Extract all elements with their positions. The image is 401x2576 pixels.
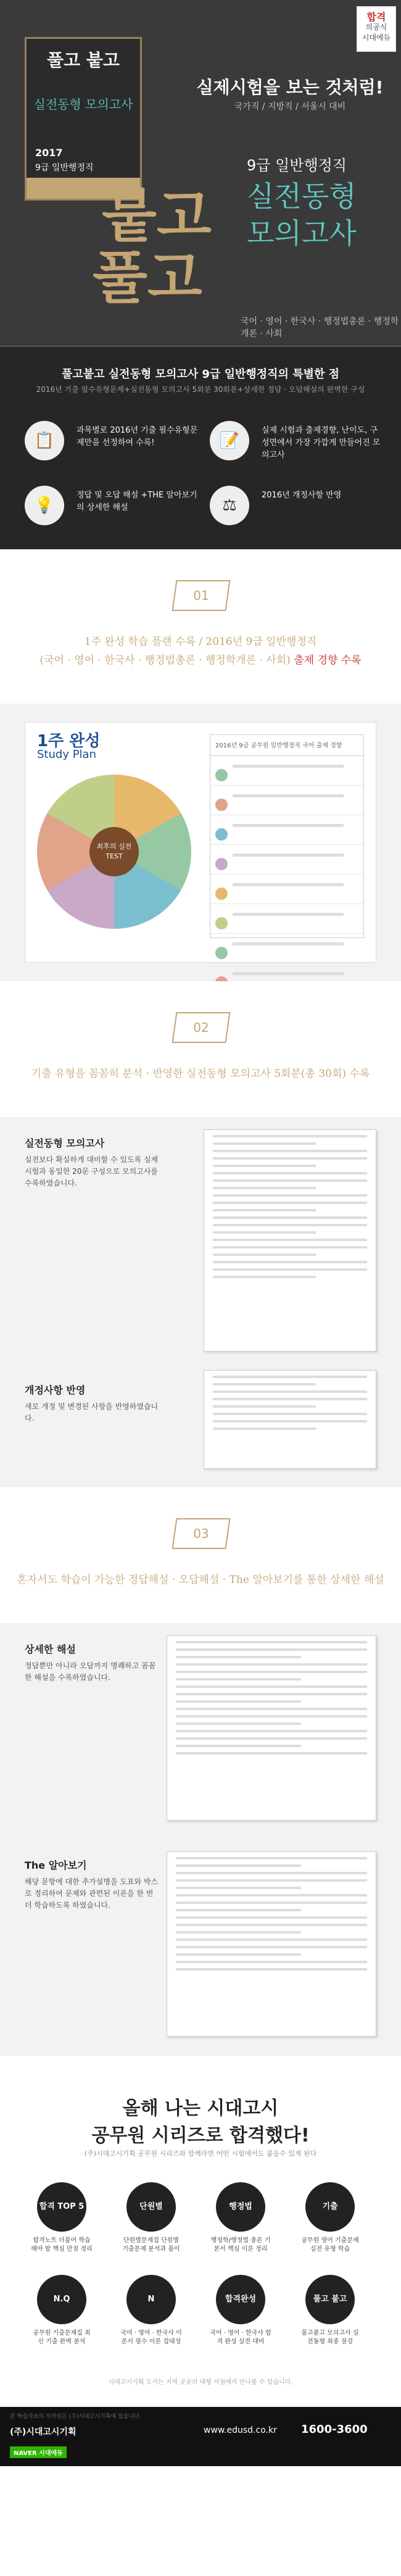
- footer-disclaimer: 본 학습자료의 저작권은 (주)시대고시기획에 있습니다.: [10, 2414, 141, 2420]
- book-icon: N.Q: [37, 2275, 86, 2324]
- book-subtitle: 실전동형 모의고사: [33, 97, 133, 112]
- revision-desc: 새로 개정 및 변경된 사항을 반영하였습니다.: [25, 1402, 159, 1423]
- section1-line2-text: (국어 · 영어 · 한국사 · 행정법총론 · 행정학개론 · 사회): [39, 654, 291, 667]
- the-heading: The 알아보기: [25, 1859, 87, 1871]
- series-item[interactable]: [31, 2275, 93, 2346]
- document-icon: 📝: [210, 421, 249, 460]
- footer-brand[interactable]: (주)시대고시기획: [10, 2427, 76, 2437]
- book-icon: 합격 TOP 5: [37, 2182, 86, 2232]
- hero-grade: 9급 일반행정직: [247, 157, 347, 174]
- table-row: [210, 854, 363, 875]
- section1-line1: 1주 완성 학습 플랜 수록 / 2016년 9급 일반행정직: [84, 636, 317, 648]
- book-cover: [25, 37, 142, 201]
- badge-title: 합격: [366, 11, 386, 23]
- feature-text: 과목별로 2016년 기출 필수유형문제만을 선정하여 수록!: [76, 426, 198, 447]
- table-row: [210, 883, 363, 904]
- hero-big-text-1: 붙고: [102, 183, 212, 249]
- section2-number: [172, 1012, 230, 1043]
- series-caption: 공무원 영어 기출문제 실전 유형 학습: [301, 2237, 359, 2253]
- hero-banner: [0, 0, 401, 346]
- solutions-section: [0, 1623, 401, 2055]
- book-icon: 단원별: [126, 2182, 176, 2232]
- feature-item: [25, 415, 197, 476]
- series-caption: 공무원 기출문제집 최신 기출 완벽 분석: [33, 2330, 91, 2345]
- book-icon: 합격완성: [216, 2275, 265, 2324]
- footer-url[interactable]: www.edusd.co.kr: [204, 2425, 277, 2435]
- table-row: [210, 794, 363, 815]
- section1-header: [0, 549, 401, 704]
- hero-mock-line2: 모의고사: [247, 217, 357, 250]
- study-plan-title: 1주 완성: [37, 732, 101, 750]
- section1-number: [172, 580, 230, 611]
- feature-item: [210, 415, 382, 476]
- section2-number-text: 02: [193, 1020, 209, 1035]
- book-icon: 기출: [305, 2182, 355, 2232]
- feature-text: 정답 및 오답 해설 +THE 알아보기의 상세한 해설: [76, 491, 197, 512]
- section3-number: [172, 1518, 230, 1549]
- section1-number-text: 01: [193, 588, 209, 603]
- mock-heading: 실전동형 모의고사: [25, 1137, 105, 1149]
- book-year: 2017: [35, 147, 63, 159]
- series-caption: 단원별문제집 단원별 기출문제 분석과 풀이: [122, 2237, 180, 2253]
- section2-line1: 기출 유형을 꼼꼼히 분석 · 반영한 실전동형 모의고사 5회분(총 30회) 수록: [31, 1068, 370, 1080]
- series-item[interactable]: [299, 2182, 361, 2254]
- book-icon: 풀고 붙고: [305, 2275, 355, 2324]
- feature-item: [25, 480, 197, 541]
- series-note: 시대고시기획 도서는 지역 곳곳의 대형 서점에서 만나볼 수 있습니다.: [108, 2379, 293, 2386]
- series-section: [0, 2055, 401, 2407]
- book-icon: N: [126, 2275, 176, 2324]
- book-grade: 9급 일반행정직: [35, 163, 94, 173]
- series-title-1: 올해 나는 시대고시: [122, 2098, 279, 2119]
- series-caption: 합격노트 더불어 학습해야 할 핵심 만점 정리: [31, 2237, 93, 2253]
- pass-badge: [357, 6, 396, 52]
- section2-header: [0, 981, 401, 1117]
- mock-exam-section: [0, 1117, 401, 1487]
- table-row: [210, 913, 363, 934]
- series-caption: 풀고붙고 모의고사 실전동형 최종 점검: [301, 2330, 359, 2345]
- features-section: [0, 346, 401, 549]
- mock-desc: 실전보다 확실하게 대비할 수 있도록 실제 시험과 동일한 20문 구성으로 모의고사를 수록하였습니다.: [25, 1155, 159, 1187]
- features-title: 풀고붙고 실전동형 모의고사 9급 일반행정직의 특별한 점: [61, 368, 340, 381]
- section3-line1: 혼자서도 학습이 가능한 정답해설 · 오답해설 · The 알아보기를 통한 상세한 해설: [17, 1574, 384, 1586]
- hero-subjects: 국어 · 영어 · 한국사 · 행정법총론 · 행정학개론 · 사회: [241, 317, 399, 339]
- series-title-2: 공무원 시리즈로 합격했다!: [91, 2125, 310, 2146]
- series-item[interactable]: [210, 2275, 271, 2346]
- footer-phone[interactable]: 1600-3600: [301, 2423, 368, 2436]
- naver-badge[interactable]: NAVER 시대에듀: [10, 2446, 67, 2458]
- series-caption: 국어 · 영어 · 한국사 이론서 필수 이론 집대성: [120, 2330, 182, 2345]
- study-plan-wheel: [37, 775, 191, 929]
- hero-mock-line1: 실전동형: [247, 180, 357, 213]
- feature-text: 실제 시험과 출제경향, 난이도, 구성면에서 가장 가깝게 만들어진 모의고사: [262, 426, 381, 460]
- section1-line2: [0, 651, 401, 667]
- the-paper: [167, 1851, 376, 2037]
- hero-big-text-2: 풀고: [93, 244, 202, 311]
- series-item[interactable]: [210, 2182, 271, 2254]
- series-item[interactable]: [31, 2182, 93, 2254]
- footer: [0, 2407, 401, 2466]
- feature-text: 2016년 개정사항 반영: [262, 491, 342, 500]
- badge-brand: 시대에듀: [362, 33, 391, 42]
- bulb-icon: 💡: [25, 486, 64, 525]
- series-desc: (주)시대고시기획 공무원 시리즈와 함께라면 어떤 시험에서도 붙을수 있게 된다: [84, 2150, 317, 2158]
- hero-tagline: 실제시험을 보는 것처럼!: [196, 77, 384, 98]
- book-icon: 행정법: [216, 2182, 265, 2232]
- hero-tagline-sub: 국가직 / 지방직 / 서울시 대비: [234, 102, 346, 112]
- book-title: 풀고 붙고: [47, 50, 120, 70]
- feature-item: [210, 480, 382, 541]
- section3-number-text: 03: [193, 1526, 209, 1541]
- table-row: [210, 765, 363, 786]
- trend-table: [210, 734, 364, 938]
- series-caption: 국어 · 영어 · 한국사 합격 완성 실전 대비: [210, 2330, 271, 2345]
- solution-desc: 정답뿐만 아니라 오답까지 명쾌하고 꼼꼼한 해설을 수록하였습니다.: [25, 1661, 156, 1682]
- section1-line2-red: 출제 경향 수록: [294, 654, 362, 667]
- series-item[interactable]: [299, 2275, 361, 2346]
- trend-table-title: 2016년 9급 공무원 일반행정직 국어 출제 경향: [210, 735, 363, 756]
- wheel-core: 최후의 실전 TEST: [89, 827, 139, 876]
- badge-sub: 의공식: [365, 23, 387, 31]
- table-row: [210, 942, 363, 963]
- table-row: [210, 824, 363, 845]
- clipboard-icon: 📋: [25, 421, 64, 460]
- scale-icon: ⚖: [210, 486, 249, 525]
- table-row: [210, 972, 363, 981]
- series-caption: 행정학/행정법 총론 기본서 핵심 이론 정리: [210, 2237, 271, 2253]
- study-plan-section: [0, 704, 401, 981]
- solution-paper: [167, 1635, 376, 1821]
- series-item[interactable]: [120, 2182, 182, 2254]
- series-item[interactable]: [120, 2275, 182, 2346]
- features-subtitle: 2016년 기출 필수유형문제+실전동형 모의고사 5회분 30회분+상세한 정답 · 오답해설의 완벽한 구성: [36, 385, 365, 394]
- revision-paper: [204, 1370, 376, 1469]
- solution-heading: 상세한 해설: [25, 1643, 76, 1655]
- the-desc: 해당 문항에 대한 추가설명을 도표와 박스로 정리하여 문제와 관련된 이론을 한 번 더 학습하도록 하였습니다.: [25, 1877, 159, 1909]
- section3-header: [0, 1487, 401, 1623]
- exam-paper: [204, 1129, 376, 1352]
- study-plan-subtitle: Study Plan: [37, 748, 96, 761]
- revision-heading: 개정사항 반영: [25, 1384, 86, 1396]
